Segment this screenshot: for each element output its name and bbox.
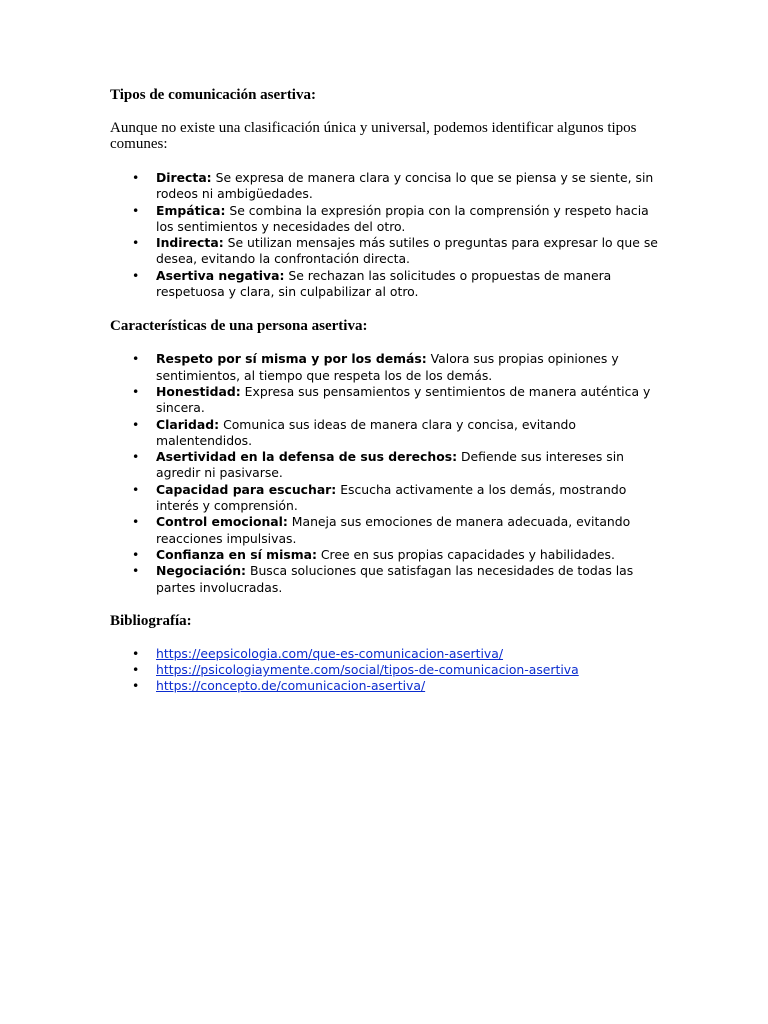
bullet-icon: • xyxy=(132,563,140,579)
bullet-icon: • xyxy=(132,235,140,251)
caracteristicas-heading: Características de una persona asertiva: xyxy=(110,318,368,335)
bullet-icon: • xyxy=(132,351,140,367)
tipos-intro: Aunque no existe una clasificación única y universal, podemos identificar algunos tipos comunes: xyxy=(110,120,637,152)
list-item xyxy=(110,384,670,417)
item-term: Control emocional: xyxy=(156,514,288,530)
item-text: Se rechazan las solicitudes o propuestas de manera respetuosa y clara, sin culpabilizar al otro. xyxy=(156,267,612,300)
bullet-icon: • xyxy=(132,170,140,185)
item-term: Claridad: xyxy=(156,416,220,432)
list-item xyxy=(110,417,670,450)
item-term: Indirecta: xyxy=(156,235,224,251)
list-item xyxy=(110,514,670,547)
item-text: Se expresa de manera clara y concisa lo que se piensa y se siente, sin rodeos ni ambigüedades. xyxy=(156,170,654,202)
bullet-icon: • xyxy=(132,267,140,283)
list-item xyxy=(110,662,670,678)
list-item xyxy=(110,482,670,515)
document-page xyxy=(110,86,670,695)
bibliography-link[interactable]: https://concepto.de/comunicacion-asertiva/ xyxy=(156,678,426,694)
list-item xyxy=(110,449,670,482)
list-item xyxy=(110,547,670,563)
list-item xyxy=(110,351,670,384)
item-text: Se utilizan mensajes más sutiles o preguntas para expresar lo que se desea, evitando la confrontación directa. xyxy=(156,235,658,267)
item-text: Defiende sus intereses sin agredir ni pasivarse. xyxy=(156,449,625,481)
item-text: Expresa sus pensamientos y sentimientos de manera auténtica y sincera. xyxy=(156,383,651,416)
item-term: Negociación: xyxy=(156,563,246,579)
list-item xyxy=(110,678,670,694)
item-text: Busca soluciones que satisfagan las necesidades de todas las partes involucradas. xyxy=(156,563,634,595)
item-text: Comunica sus ideas de manera clara y concisa, evitando malentendidos. xyxy=(156,416,576,448)
item-text: Se combina la expresión propia con la comprensión y respeto hacia los sentimientos y necesidades del otro. xyxy=(156,202,649,234)
list-item xyxy=(110,646,670,662)
item-term: Asertividad en la defensa de sus derechos: xyxy=(156,449,458,465)
list-item xyxy=(110,170,670,203)
item-term: Honestidad: xyxy=(156,383,241,399)
item-text: Cree en sus propias capacidades y habilidades. xyxy=(316,546,615,562)
tipos-heading: Tipos de comunicación asertiva: xyxy=(110,87,316,103)
bullet-icon: • xyxy=(132,383,140,399)
bibliografia-heading: Bibliografía: xyxy=(110,612,192,629)
bullet-icon: • xyxy=(132,514,140,530)
bullet-icon: • xyxy=(132,645,140,661)
item-text: Maneja sus emociones de manera adecuada, evitando reacciones impulsivas. xyxy=(156,514,631,546)
list-item xyxy=(110,563,670,596)
bullet-icon: • xyxy=(132,662,140,678)
bullet-icon: • xyxy=(132,416,140,432)
item-term: Respeto por sí misma y por los demás: xyxy=(156,351,427,367)
item-text: Valora sus propias opiniones y sentimientos, al tiempo que respeta los de los demás. xyxy=(156,351,619,383)
tipos-list xyxy=(110,170,670,300)
bullet-icon: • xyxy=(132,481,140,497)
bibliografia-list xyxy=(110,646,670,695)
list-item xyxy=(110,203,670,236)
item-term: Capacidad para escuchar: xyxy=(156,481,337,497)
bullet-icon: • xyxy=(132,678,140,694)
item-term: Asertiva negativa: xyxy=(156,267,285,283)
bibliography-link[interactable]: https://psicologiaymente.com/social/tipos-de-comunicacion-asertiva xyxy=(156,662,579,678)
bullet-icon: • xyxy=(132,449,140,465)
item-term: Empática: xyxy=(156,202,226,218)
list-item xyxy=(110,235,670,268)
item-text: Escucha activamente a los demás, mostrando interés y comprensión. xyxy=(156,481,627,514)
bullet-icon: • xyxy=(132,546,140,562)
bibliography-link[interactable]: https://eepsicologia.com/que-es-comunicacion-asertiva/ xyxy=(156,645,504,661)
list-item xyxy=(110,268,670,301)
item-term: Directa: xyxy=(156,170,212,185)
bullet-icon: • xyxy=(132,202,140,218)
caracteristicas-list xyxy=(110,351,670,595)
item-term: Confianza en sí misma: xyxy=(156,546,317,562)
